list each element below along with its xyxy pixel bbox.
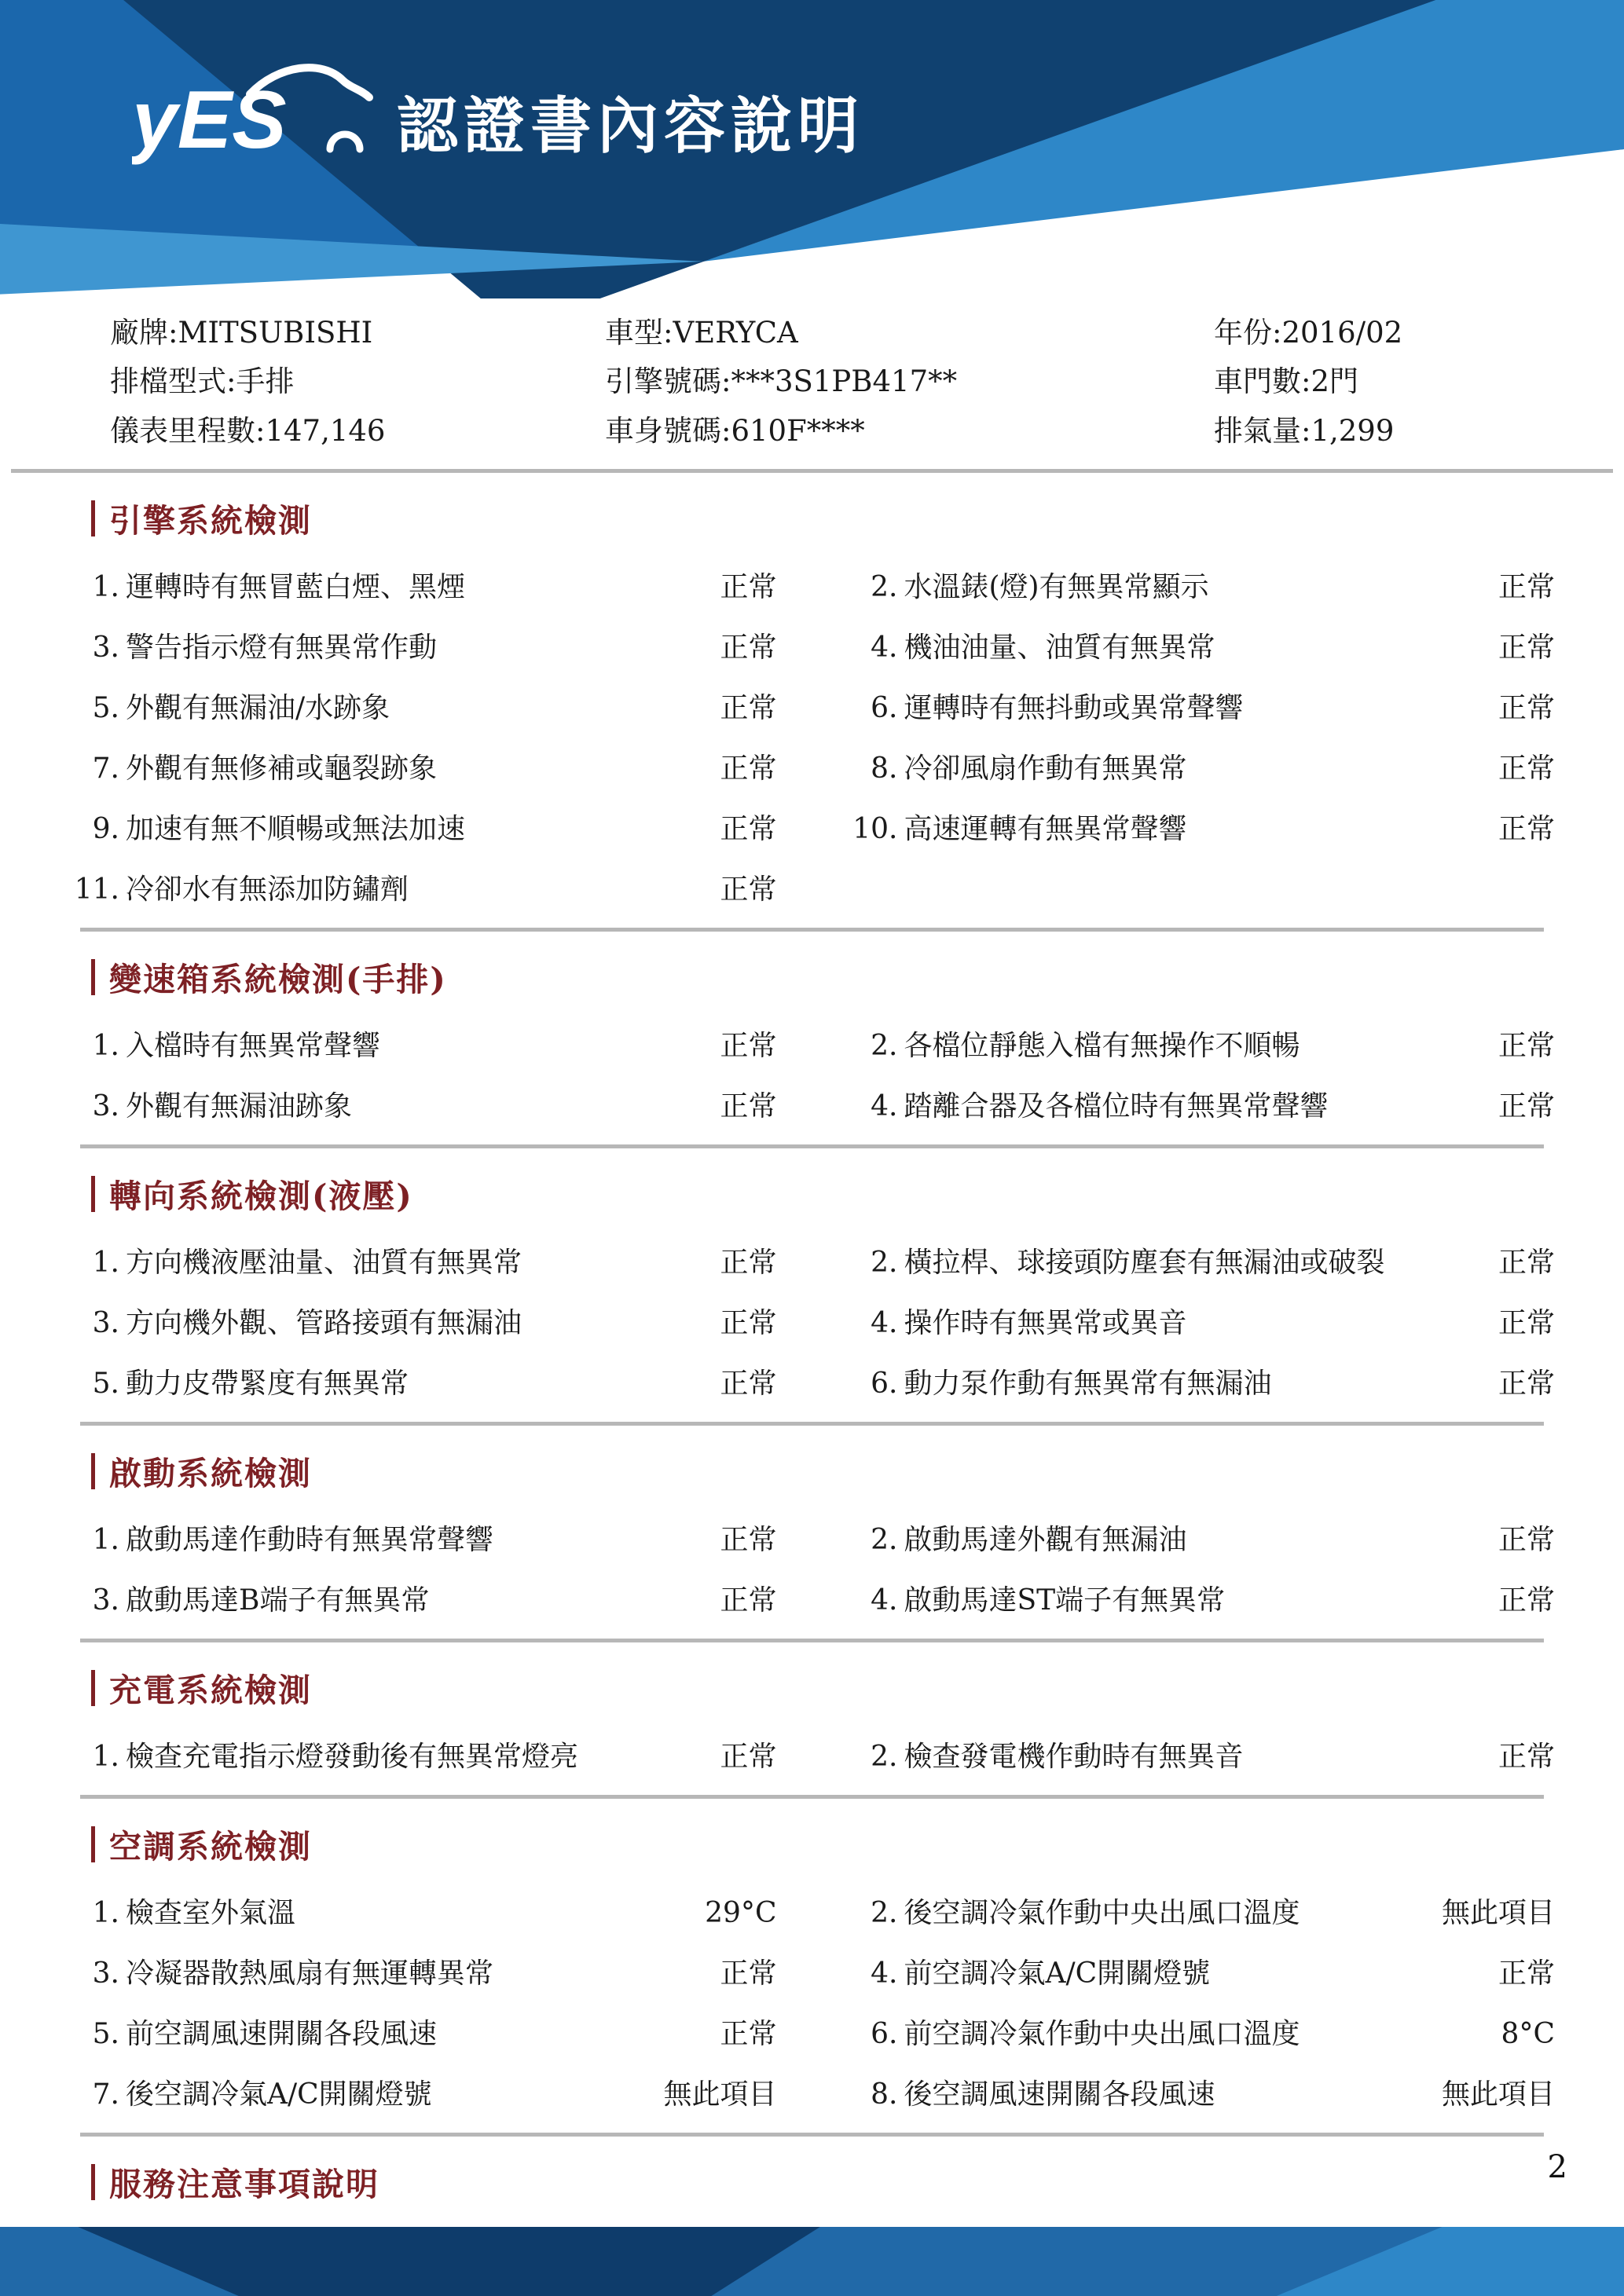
item-number: 6. xyxy=(871,692,898,725)
vehicle-info-row xyxy=(1214,316,1555,350)
info-value: 2016/02 xyxy=(1281,316,1403,350)
section-items xyxy=(69,1891,1555,2112)
item-text: 踏離合器及各檔位時有無異常聲響 xyxy=(904,1090,1329,1123)
section-accent-bar xyxy=(91,2164,95,2200)
item-number: 3. xyxy=(92,1307,119,1340)
item-result: 正常 xyxy=(1498,1090,1555,1123)
item-number: 8. xyxy=(871,753,898,785)
inspection-item xyxy=(69,867,777,907)
inspection-section xyxy=(69,1170,1555,1426)
inspection-item xyxy=(69,807,777,847)
inspection-item xyxy=(848,1951,1556,1991)
item-text: 後空調風速開關各段風速 xyxy=(904,2078,1215,2111)
inspection-item xyxy=(848,1301,1556,1341)
item-result: 正常 xyxy=(720,1247,777,1280)
item-result: 正常 xyxy=(1498,571,1555,604)
section-title: 引擎系統檢測 xyxy=(109,502,312,540)
section-title-row xyxy=(91,1664,1555,1711)
inspection-item xyxy=(848,1578,1556,1618)
inspection-item xyxy=(69,2072,777,2112)
item-text: 啟動馬達作動時有無異常聲響 xyxy=(126,1524,494,1557)
notes-title: 服務注意事項說明 xyxy=(109,2166,379,2204)
inspection-item xyxy=(69,625,777,665)
item-result: 正常 xyxy=(720,632,777,665)
info-label: 車門數: xyxy=(1214,364,1311,399)
logo-text: yES xyxy=(132,75,287,166)
item-result: 29°C xyxy=(705,1897,777,1930)
item-result: 無此項目 xyxy=(1441,1897,1555,1930)
item-result: 正常 xyxy=(1498,1584,1555,1617)
info-label: 引擎號碼: xyxy=(605,364,731,399)
section-title-row xyxy=(91,1170,1555,1217)
section-accent-bar xyxy=(91,1176,95,1212)
car-outline-icon xyxy=(132,52,383,178)
section-title: 充電系統檢測 xyxy=(109,1672,312,1710)
item-number: 5. xyxy=(92,2018,119,2051)
item-result: 正常 xyxy=(1498,632,1555,665)
inspection-section xyxy=(69,495,1555,932)
info-label: 車身號碼: xyxy=(605,413,731,448)
info-value: 147,146 xyxy=(265,413,386,448)
notes-title-row xyxy=(91,2159,1555,2205)
inspection-item xyxy=(69,1301,777,1341)
item-text: 動力泵作動有無異常有無漏油 xyxy=(904,1368,1272,1401)
vehicle-info-row xyxy=(605,414,1214,449)
info-value: 610F**** xyxy=(731,413,865,448)
section-title-row xyxy=(91,495,1555,541)
section-accent-bar xyxy=(91,1453,95,1489)
section-title: 轉向系統檢測(液壓) xyxy=(109,1177,413,1216)
info-value: 2門 xyxy=(1311,364,1359,399)
info-label: 車型: xyxy=(605,316,673,350)
item-number: 6. xyxy=(871,1368,898,1401)
item-result: 正常 xyxy=(1498,1368,1555,1401)
item-result: 正常 xyxy=(720,1741,777,1774)
section-title-row xyxy=(91,1448,1555,1494)
inspection-item xyxy=(848,2072,1556,2112)
item-number: 1. xyxy=(92,1524,119,1557)
item-number: 6. xyxy=(871,2018,898,2051)
item-result: 正常 xyxy=(720,1030,777,1063)
info-value: 1,299 xyxy=(1311,413,1395,448)
inspection-item xyxy=(848,1023,1556,1064)
inspection-item xyxy=(69,565,777,605)
item-number: 9. xyxy=(92,813,119,846)
vehicle-info-row xyxy=(1214,364,1555,399)
vehicle-info-row xyxy=(110,316,605,350)
vehicle-info-row xyxy=(1214,414,1555,449)
item-result: 正常 xyxy=(720,813,777,846)
item-text: 啟動馬達B端子有無異常 xyxy=(126,1584,430,1617)
page-title: 認證書內容說明 xyxy=(397,91,865,160)
item-result: 正常 xyxy=(1498,692,1555,725)
divider xyxy=(80,1795,1544,1799)
inspection-item xyxy=(69,1518,777,1558)
section-title: 變速箱系統檢測(手排) xyxy=(109,961,447,999)
inspection-item xyxy=(848,746,1556,786)
sections xyxy=(0,495,1624,2137)
inspection-item xyxy=(69,1891,777,1931)
item-result: 正常 xyxy=(1498,1957,1555,1990)
item-text: 外觀有無漏油/水跡象 xyxy=(126,692,390,725)
info-label: 排氣量: xyxy=(1214,413,1311,448)
vehicle-info-block xyxy=(69,316,1555,449)
item-result: 正常 xyxy=(720,2018,777,2051)
item-text: 高速運轉有無異常聲響 xyxy=(904,813,1187,846)
inspection-item xyxy=(69,746,777,786)
item-number: 5. xyxy=(92,692,119,725)
item-number: 4. xyxy=(871,1584,898,1617)
item-result: 正常 xyxy=(1498,1247,1555,1280)
inspection-section xyxy=(69,1664,1555,1799)
info-value: ***3S1PB417** xyxy=(731,364,958,399)
item-text: 外觀有無漏油跡象 xyxy=(126,1090,353,1123)
item-text: 檢查充電指示燈發動後有無異常燈亮 xyxy=(126,1741,579,1774)
section-items xyxy=(69,1518,1555,1618)
inspection-item xyxy=(848,1361,1556,1401)
section-title-row xyxy=(91,954,1555,1000)
item-result: 正常 xyxy=(1498,1524,1555,1557)
item-number: 2. xyxy=(871,571,898,604)
inspection-item xyxy=(848,1084,1556,1124)
item-number: 1. xyxy=(92,1247,119,1280)
info-value: MITSUBISHI xyxy=(178,316,373,350)
inspection-section xyxy=(69,1821,1555,2137)
item-number: 3. xyxy=(92,1957,119,1990)
inspection-section xyxy=(69,1448,1555,1642)
item-result: 正常 xyxy=(1498,1741,1555,1774)
info-label: 儀表里程數: xyxy=(110,413,266,448)
inspection-item xyxy=(848,1891,1556,1931)
item-text: 入檔時有無異常聲響 xyxy=(126,1030,381,1063)
item-text: 運轉時有無抖動或異常聲響 xyxy=(904,692,1244,725)
item-number: 1. xyxy=(92,1897,119,1930)
item-text: 機油油量、油質有無異常 xyxy=(904,632,1215,665)
item-text: 各檔位靜態入檔有無操作不順暢 xyxy=(904,1030,1300,1063)
item-text: 方向機外觀、管路接頭有無漏油 xyxy=(126,1307,522,1340)
inspection-item xyxy=(848,565,1556,605)
divider xyxy=(80,1422,1544,1426)
item-text: 冷卻水有無添加防鏽劑 xyxy=(126,873,409,906)
inspection-item xyxy=(69,1734,777,1774)
item-text: 啟動馬達外觀有無漏油 xyxy=(904,1524,1187,1557)
item-number: 5. xyxy=(92,1368,119,1401)
section-items xyxy=(69,565,1555,907)
item-number: 3. xyxy=(92,1090,119,1123)
section-title: 空調系統檢測 xyxy=(109,1828,312,1866)
item-text: 檢查室外氣溫 xyxy=(126,1897,296,1930)
item-text: 檢查發電機作動時有無異音 xyxy=(904,1741,1244,1774)
yes-car-logo xyxy=(132,52,383,178)
vehicle-info-column xyxy=(1214,316,1555,449)
item-result: 正常 xyxy=(720,1524,777,1557)
vehicle-info-row xyxy=(110,414,605,449)
vehicle-info-column xyxy=(110,316,605,449)
item-text: 警告指示燈有無異常作動 xyxy=(126,632,438,665)
item-number: 2. xyxy=(871,1247,898,1280)
item-text: 前空調風速開關各段風速 xyxy=(126,2018,438,2051)
item-text: 運轉時有無冒藍白煙、黑煙 xyxy=(126,571,466,604)
info-value: 手排 xyxy=(236,364,295,399)
section-items xyxy=(69,1240,1555,1401)
page-number: 2 xyxy=(1547,2149,1567,2185)
item-result: 正常 xyxy=(720,1090,777,1123)
divider xyxy=(80,2133,1544,2137)
item-text: 冷凝器散熱風扇有無運轉異常 xyxy=(126,1957,494,1990)
item-result: 8°C xyxy=(1501,2018,1555,2051)
item-result: 正常 xyxy=(1498,753,1555,785)
item-result: 無此項目 xyxy=(1441,2078,1555,2111)
header-banner xyxy=(0,0,1624,298)
section-accent-bar xyxy=(91,1826,95,1862)
item-text: 前空調冷氣作動中央出風口溫度 xyxy=(904,2018,1300,2051)
item-result: 正常 xyxy=(720,692,777,725)
inspection-item xyxy=(69,2012,777,2052)
item-number: 3. xyxy=(92,1584,119,1617)
item-text: 前空調冷氣A/C開關燈號 xyxy=(904,1957,1211,1990)
inspection-item xyxy=(69,686,777,726)
item-text: 加速有無不順暢或無法加速 xyxy=(126,813,466,846)
item-number: 2. xyxy=(871,1897,898,1930)
vehicle-info-row xyxy=(605,316,1214,350)
item-number: 4. xyxy=(871,1307,898,1340)
item-number: 2. xyxy=(871,1741,898,1774)
item-number: 11. xyxy=(74,873,119,906)
item-text: 水溫錶(燈)有無異常顯示 xyxy=(904,571,1209,604)
inspection-item xyxy=(848,1240,1556,1280)
item-number: 8. xyxy=(871,2078,898,2111)
item-result: 正常 xyxy=(720,753,777,785)
item-text: 後空調冷氣A/C開關燈號 xyxy=(126,2078,432,2111)
item-result: 正常 xyxy=(720,1368,777,1401)
vehicle-info-column xyxy=(605,316,1214,449)
item-text: 操作時有無異常或異音 xyxy=(904,1307,1187,1340)
item-number: 4. xyxy=(871,1957,898,1990)
footer-banner xyxy=(0,2227,1624,2296)
inspection-item xyxy=(848,807,1556,847)
vehicle-info-row xyxy=(605,364,1214,399)
item-text: 冷卻風扇作動有無異常 xyxy=(904,753,1187,785)
info-label: 年份: xyxy=(1214,316,1282,350)
item-text: 橫拉桿、球接頭防塵套有無漏油或破裂 xyxy=(904,1247,1385,1280)
item-number: 2. xyxy=(871,1524,898,1557)
inspection-item xyxy=(69,1240,777,1280)
inspection-item xyxy=(848,1518,1556,1558)
inspection-section xyxy=(69,954,1555,1148)
info-label: 排檔型式: xyxy=(110,364,236,399)
section-title: 啟動系統檢測 xyxy=(109,1455,312,1493)
section-items xyxy=(69,1734,1555,1774)
inspection-item xyxy=(848,2012,1556,2052)
item-number: 3. xyxy=(92,632,119,665)
item-result: 正常 xyxy=(720,571,777,604)
inspection-item xyxy=(69,1951,777,1991)
inspection-item xyxy=(69,1023,777,1064)
inspection-item xyxy=(848,686,1556,726)
item-text: 後空調冷氣作動中央出風口溫度 xyxy=(904,1897,1300,1930)
item-number: 4. xyxy=(871,1090,898,1123)
divider xyxy=(80,1639,1544,1642)
item-result: 正常 xyxy=(1498,1307,1555,1340)
item-result: 正常 xyxy=(1498,1030,1555,1063)
item-result: 無此項目 xyxy=(663,2078,777,2111)
vehicle-info-row xyxy=(110,364,605,399)
item-text: 動力皮帶緊度有無異常 xyxy=(126,1368,409,1401)
divider xyxy=(11,469,1613,473)
item-number: 4. xyxy=(871,632,898,665)
inspection-item xyxy=(69,1361,777,1401)
info-label: 廠牌: xyxy=(110,316,178,350)
section-accent-bar xyxy=(91,959,95,995)
item-number: 10. xyxy=(852,813,898,846)
item-result: 正常 xyxy=(1498,813,1555,846)
item-number: 7. xyxy=(92,2078,119,2111)
item-number: 7. xyxy=(92,753,119,785)
inspection-item xyxy=(69,1084,777,1124)
info-value: VERYCA xyxy=(673,316,798,350)
inspection-item xyxy=(848,1734,1556,1774)
item-number: 1. xyxy=(92,571,119,604)
item-number: 1. xyxy=(92,1741,119,1774)
section-accent-bar xyxy=(91,1670,95,1706)
item-result: 正常 xyxy=(720,1957,777,1990)
section-items xyxy=(69,1023,1555,1124)
divider xyxy=(80,1144,1544,1148)
divider xyxy=(80,928,1544,932)
inspection-item xyxy=(848,625,1556,665)
item-text: 方向機液壓油量、油質有無異常 xyxy=(126,1247,522,1280)
item-number: 2. xyxy=(871,1030,898,1063)
item-text: 啟動馬達ST端子有無異常 xyxy=(904,1584,1226,1617)
item-text: 外觀有無修補或龜裂跡象 xyxy=(126,753,438,785)
section-accent-bar xyxy=(91,500,95,536)
item-result: 正常 xyxy=(720,1307,777,1340)
inspection-item xyxy=(69,1578,777,1618)
item-number: 1. xyxy=(92,1030,119,1063)
item-result: 正常 xyxy=(720,873,777,906)
section-title-row xyxy=(91,1821,1555,1867)
item-result: 正常 xyxy=(720,1584,777,1617)
